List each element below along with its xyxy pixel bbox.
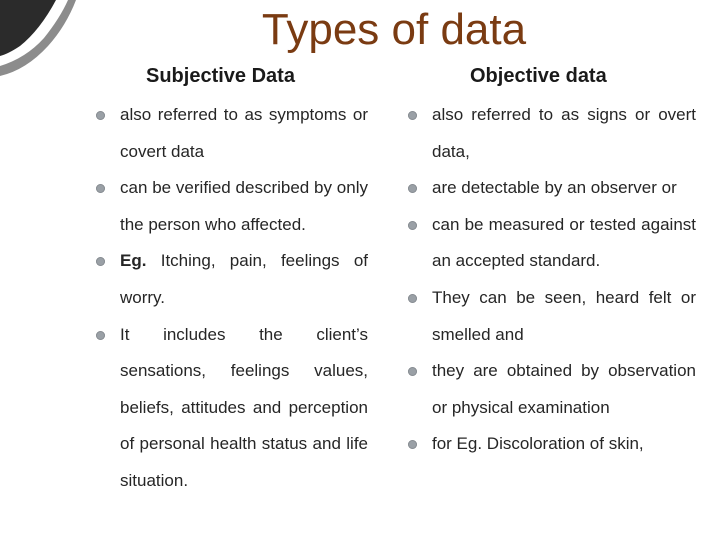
bullet-icon [408,294,417,303]
bullet-icon [408,111,417,120]
list-item [400,97,696,170]
subjective-heading: Subjective Data [146,65,295,87]
objective-heading: Objective data [470,65,607,87]
objective-item-6: for Eg. Discoloration of skin, [432,434,644,454]
list-item [88,317,368,500]
objective-item-2: are detectable by an observer or [432,178,677,198]
list-item [400,207,696,280]
bullet-icon [408,184,417,193]
subjective-item-1: also referred to as symptoms or covert data [120,105,368,161]
bullet-icon [96,331,105,340]
subjective-list [88,97,368,500]
list-item [400,353,696,426]
slide-title: Types of data [261,5,527,54]
bullet-icon [96,257,105,266]
bullet-icon [408,221,417,230]
list-item [88,97,368,170]
subjective-item-3-text: Itching, pain, feelings of worry. [120,251,368,307]
objective-item-3: can be measured or tested against an accepted standard. [432,214,696,271]
bullet-icon [408,440,417,449]
list-item [88,170,368,243]
objective-item-5: they are obtained by observation or physical examination [432,361,696,417]
bullet-icon [408,367,417,376]
bullet-icon [96,184,105,193]
list-item [400,280,696,353]
subjective-item-4: It includes the client’s sensations, feelings values, beliefs, attitudes and perception of personal health status and life situation. [120,324,368,490]
list-item [88,243,368,316]
subjective-item-2: can be verified described by only the person who affected. [120,178,368,234]
bullet-icon [96,111,105,120]
objective-item-4: They can be seen, heard felt or smelled and [432,287,696,344]
objective-item-1: also referred to as signs or overt data, [432,105,696,161]
list-item [400,170,696,207]
list-item [400,426,696,463]
objective-list [400,97,696,463]
subjective-item-3-label: Eg. [120,251,147,271]
